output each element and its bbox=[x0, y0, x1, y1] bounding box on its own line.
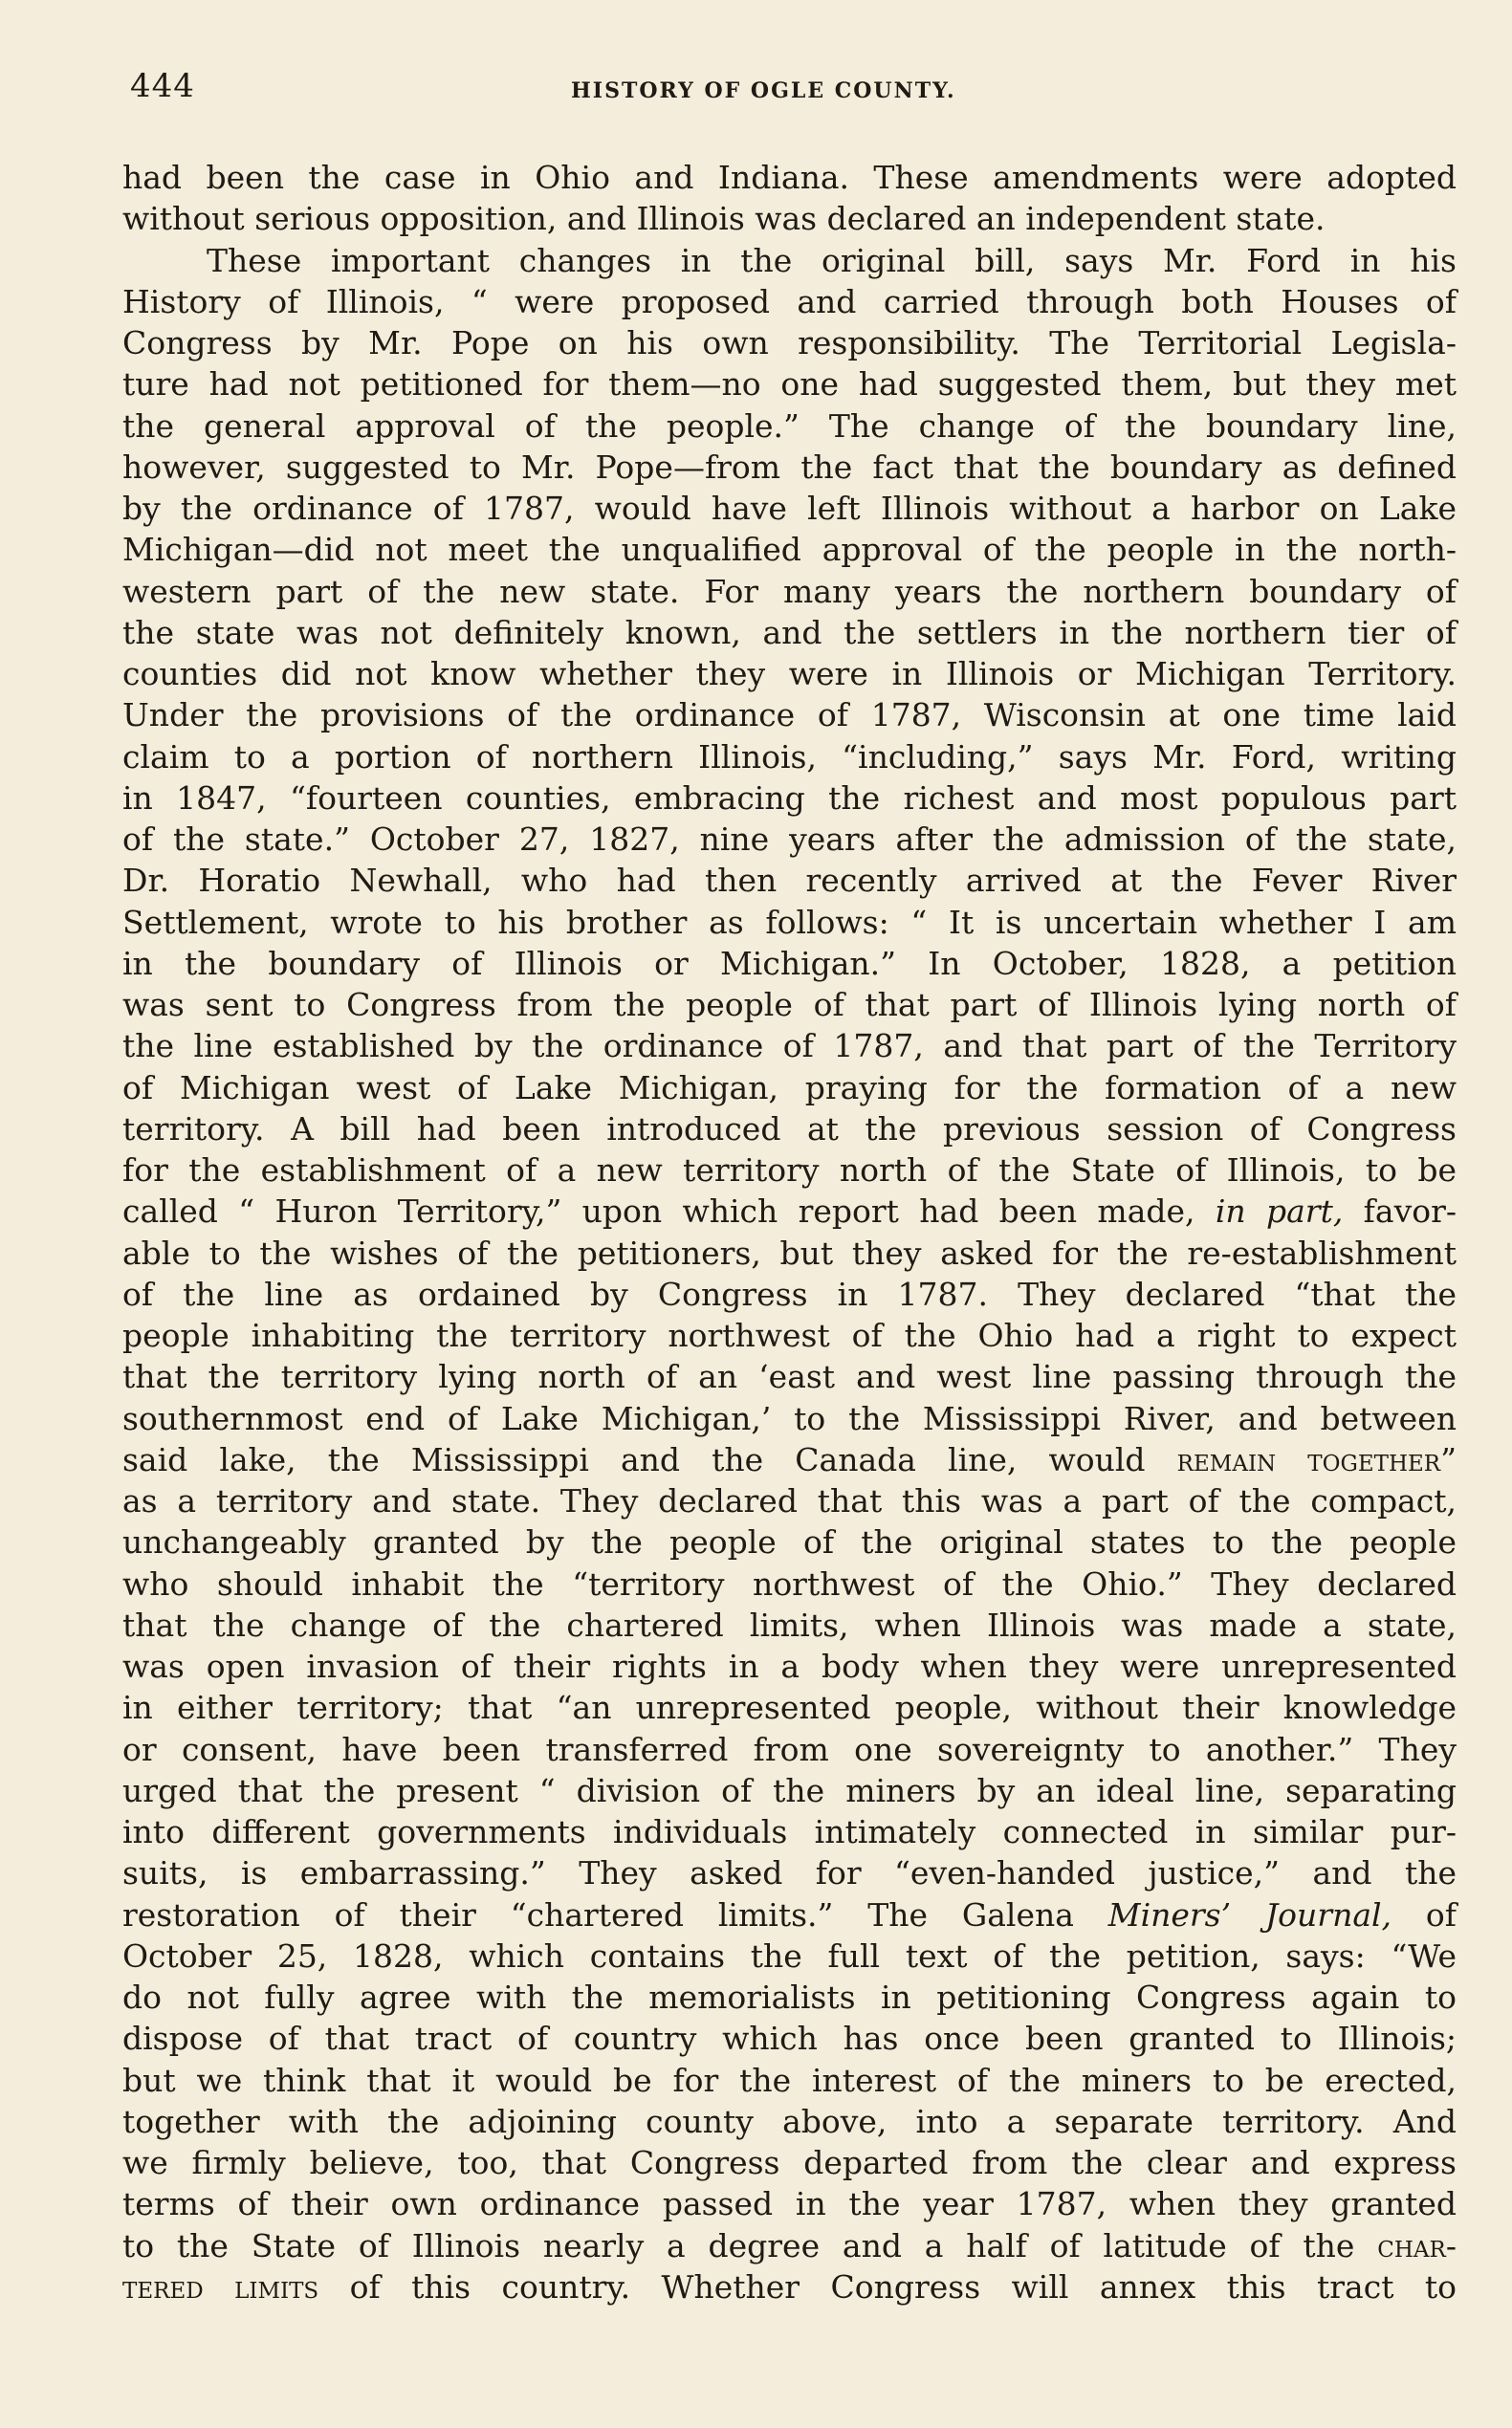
text-line bbox=[122, 1521, 1457, 1563]
text-line bbox=[122, 363, 1457, 405]
line-text: we firmly believe, too, that Congress departed from the clear and express bbox=[122, 2144, 1457, 2181]
line-text: the state was not definitely known, and the settlers in the northern tier of bbox=[122, 613, 1457, 651]
italic-text: in part, bbox=[1215, 1192, 1344, 1231]
text-line bbox=[122, 488, 1457, 529]
line-text: people inhabiting the territory northwest of the Ohio had a right to expect bbox=[122, 1317, 1457, 1354]
text-line bbox=[122, 281, 1457, 322]
line-text: counties did not know whether they were in Illinois or Michigan Territory. bbox=[122, 655, 1457, 692]
text-line bbox=[122, 240, 1457, 281]
text-line bbox=[122, 777, 1457, 819]
text-line bbox=[122, 1398, 1457, 1439]
line-text: that the change of the chartered limits, when Illinois was made a state, bbox=[122, 1606, 1457, 1644]
text-line bbox=[122, 984, 1457, 1025]
line-text: able to the wishes of the petitioners, but they asked for the re-establishment bbox=[122, 1234, 1457, 1272]
text-line bbox=[122, 902, 1457, 943]
text-line bbox=[122, 198, 1457, 239]
line-text: into different governments individuals intimately connected in similar pur- bbox=[122, 1813, 1457, 1850]
text-line bbox=[122, 860, 1457, 901]
page-header bbox=[122, 67, 1461, 115]
text-line bbox=[122, 2266, 1457, 2308]
text-line bbox=[122, 1564, 1457, 1605]
line-text: Under the provisions of the ordinance of 1787, Wisconsin at one time laid bbox=[122, 696, 1457, 734]
line-text: however, suggested to Mr. Pope—from the fact that the boundary as defined bbox=[122, 448, 1457, 486]
text-line bbox=[122, 819, 1457, 860]
small-caps-text: remain together bbox=[1176, 1440, 1441, 1478]
small-caps-text: char- bbox=[1377, 2226, 1457, 2264]
line-text: of the state.” October 27, 1827, nine years after the admission of the state, bbox=[122, 820, 1457, 858]
line-text: terms of their own ordinance passed in the year 1787, when they granted bbox=[122, 2185, 1457, 2223]
line-text: western part of the new state. For many years the northern boundary of bbox=[122, 572, 1457, 610]
line-text-rest: of this country. Whether Congress will annex this tract to bbox=[318, 2267, 1457, 2306]
line-text: by the ordinance of 1787, would have left Illinois without a harbor on Lake bbox=[122, 490, 1457, 527]
line-text: Congress by Mr. Pope on his own responsibility. The Territorial Legisla- bbox=[122, 324, 1457, 361]
text-line bbox=[122, 1811, 1457, 1852]
line-text: ture had not petitioned for them—no one had suggested them, but they met bbox=[122, 365, 1457, 404]
text-line bbox=[122, 1356, 1457, 1397]
text-line bbox=[122, 1605, 1457, 1646]
text-line bbox=[122, 1687, 1457, 1728]
line-text: suits, is embarrassing.” They asked for “even-handed justice,” and the bbox=[122, 1854, 1457, 1892]
line-text: as a territory and state. They declared that this was a part of the compact, bbox=[122, 1482, 1457, 1520]
page-number: 444 bbox=[130, 67, 195, 105]
text-line bbox=[122, 2142, 1457, 2183]
line-text: of Michigan west of Lake Michigan, praying for the formation of a new bbox=[122, 1068, 1457, 1106]
text-line bbox=[122, 1977, 1457, 2018]
text-line bbox=[122, 1852, 1457, 1893]
line-text: without serious opposition, and Illinois was declared an independent state. bbox=[122, 200, 1326, 238]
text-line bbox=[122, 529, 1457, 570]
line-text: urged that the present “ division of the miners by an ideal line, separating bbox=[122, 1771, 1457, 1809]
line-text: restoration of their “chartered limits.” The Galena bbox=[122, 1895, 1074, 1934]
line-text: but we think that it would be for the interest of the miners to be erected, bbox=[122, 2061, 1457, 2099]
line-text: in 1847, “fourteen counties, embracing the richest and most populous part bbox=[122, 778, 1457, 817]
text-line bbox=[122, 1149, 1457, 1191]
text-line bbox=[122, 1108, 1457, 1149]
text-line bbox=[122, 571, 1457, 612]
line-text: southernmost end of Lake Michigan,’ to the Mississippi River, and between bbox=[122, 1399, 1457, 1437]
text-line bbox=[122, 1233, 1457, 1274]
line-text: Michigan—did not meet the unqualified approval of the people in the north- bbox=[122, 531, 1457, 569]
text-line bbox=[122, 322, 1457, 363]
line-text: for the establishment of a new territory north of the State of Illinois, to be bbox=[122, 1151, 1457, 1189]
line-text: to the State of Illinois nearly a degree and a half of latitude of the bbox=[122, 2226, 1355, 2264]
line-text: who should inhabit the “territory northwest of the Ohio.” They declared bbox=[122, 1564, 1457, 1603]
running-head: HISTORY OF OGLE COUNTY. bbox=[571, 78, 956, 103]
line-text: History of Illinois, “ were proposed and carried through both Houses of bbox=[122, 282, 1457, 320]
text-line bbox=[122, 1067, 1457, 1108]
text-line bbox=[122, 157, 1457, 198]
line-text: the general approval of the people.” The change of the boundary line, bbox=[122, 406, 1457, 445]
text-line bbox=[122, 2101, 1457, 2142]
line-text: These important changes in the original bill, says Mr. Ford in his bbox=[207, 241, 1457, 279]
line-text: Settlement, wrote to his brother as follows: “ It is uncertain whether I am bbox=[122, 903, 1457, 941]
text-line bbox=[122, 1894, 1457, 1936]
text-line bbox=[122, 736, 1457, 777]
line-text: in the boundary of Illinois or Michigan.” In October, 1828, a petition bbox=[122, 944, 1457, 982]
line-text-rest: favor- bbox=[1343, 1192, 1457, 1231]
line-text: was sent to Congress from the people of that part of Illinois lying north of bbox=[122, 986, 1457, 1023]
line-text: together with the adjoining county above, into a separate territory. And bbox=[122, 2102, 1457, 2140]
italic-text: Miners’ Journal, bbox=[1107, 1895, 1392, 1934]
line-text: Dr. Horatio Newhall, who had then recently arrived at the Fever River bbox=[122, 862, 1457, 900]
line-text: had been the case in Ohio and Indiana. These amendments were adopted bbox=[122, 159, 1457, 196]
line-text: claim to a portion of northern Illinois, “including,” says Mr. Ford, writing bbox=[122, 737, 1457, 776]
text-line bbox=[122, 2183, 1457, 2224]
text-line bbox=[122, 2225, 1457, 2266]
text-line bbox=[122, 2018, 1457, 2059]
text-line bbox=[122, 1646, 1457, 1687]
text-line bbox=[122, 2060, 1457, 2101]
line-text: said lake, the Mississippi and the Canada line, would bbox=[122, 1440, 1146, 1478]
text-line bbox=[122, 447, 1457, 488]
text-line bbox=[122, 1191, 1457, 1232]
line-text: do not fully agree with the memorialists in petitioning Congress again to bbox=[122, 1979, 1457, 2016]
line-text: October 25, 1828, which contains the full text of the petition, says: “We bbox=[122, 1936, 1457, 1975]
small-caps-text: tered limits bbox=[122, 2267, 319, 2306]
body-text bbox=[122, 157, 1457, 2308]
text-line bbox=[122, 1274, 1457, 1315]
line-text: in either territory; that “an unrepresented people, without their knowledge bbox=[122, 1689, 1457, 1727]
line-text: territory. A bill had been introduced at the previous session of Congress bbox=[122, 1109, 1457, 1148]
text-line bbox=[122, 1936, 1457, 1977]
line-text: was open invasion of their rights in a body when they were unrepresented bbox=[122, 1648, 1457, 1685]
text-line bbox=[122, 694, 1457, 735]
text-line bbox=[122, 1439, 1457, 1480]
text-line bbox=[122, 1315, 1457, 1356]
text-line bbox=[122, 1729, 1457, 1770]
line-text: dispose of that tract of country which has once been granted to Illinois; bbox=[122, 2020, 1457, 2058]
line-text: called “ Huron Territory,” upon which report had been made, bbox=[122, 1192, 1195, 1231]
text-line bbox=[122, 1480, 1457, 1521]
text-line bbox=[122, 1770, 1457, 1811]
text-line bbox=[122, 405, 1457, 447]
text-line bbox=[122, 653, 1457, 694]
line-text: unchangeably granted by the people of the original states to the people bbox=[122, 1523, 1457, 1562]
line-text: of the line as ordained by Congress in 1787. They declared “that the bbox=[122, 1275, 1457, 1313]
text-line bbox=[122, 943, 1457, 984]
line-text-rest: ” bbox=[1440, 1440, 1457, 1478]
line-text: that the territory lying north of an ‘east and west line passing through the bbox=[122, 1358, 1457, 1396]
line-text: the line established by the ordinance of 1787, and that part of the Territory bbox=[122, 1027, 1457, 1065]
text-line bbox=[122, 612, 1457, 653]
line-text-rest: of bbox=[1391, 1895, 1457, 1934]
line-text: or consent, have been transferred from one sovereignty to another.” They bbox=[122, 1730, 1457, 1768]
text-line bbox=[122, 1025, 1457, 1066]
